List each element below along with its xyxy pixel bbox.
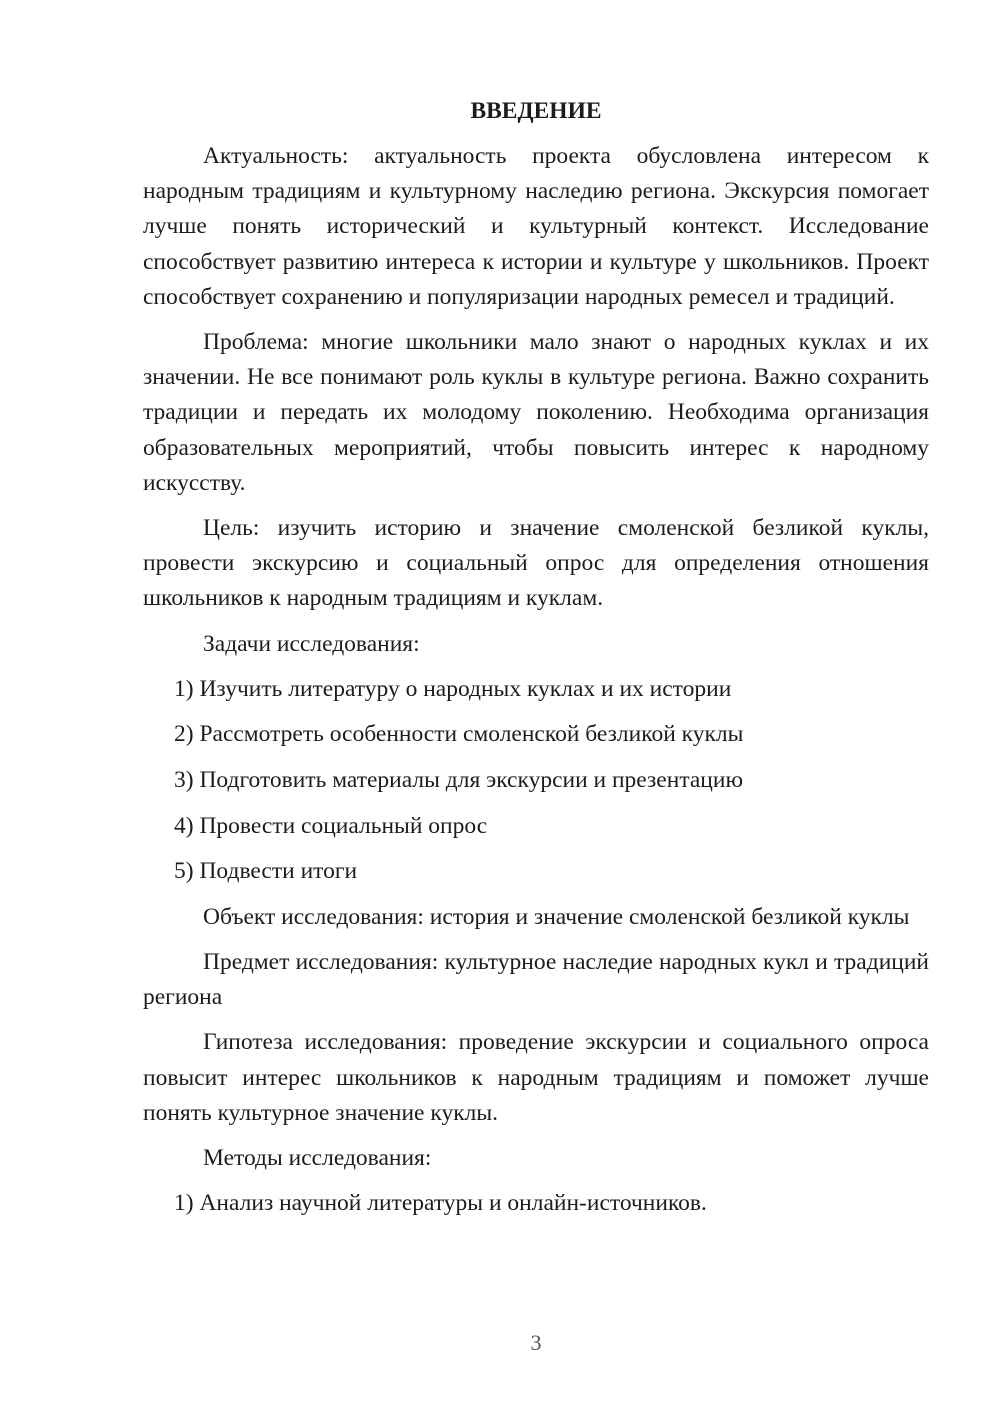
methods-heading: Методы исследования: xyxy=(203,1145,432,1172)
list-item: 2) Рассмотреть особенности смоленской безликой куклы xyxy=(174,721,744,748)
subject-paragraph: Предмет исследования: культурное наследие народных кукл и традиций региона xyxy=(143,949,929,1011)
page-content xyxy=(143,94,929,1232)
page-title: ВВЕДЕНИЕ xyxy=(470,98,602,124)
page-number: 3 xyxy=(530,1330,542,1355)
list-item: 1) Изучить литературу о народных куклах и их истории xyxy=(174,675,732,702)
hypothesis-paragraph: Гипотеза исследования: проведение экскурсии и социального опроса повысит интерес школьников к народным традициям и поможет лучше понять культурное значение куклы. xyxy=(143,1029,929,1126)
goal-paragraph: Цель: изучить историю и значение смоленской безликой куклы, провести экскурсию и социальный опрос для определения отношения школьников к народным традициям и куклам. xyxy=(143,515,929,612)
list-item: 5) Подвести итоги xyxy=(174,858,358,885)
object-paragraph: Объект исследования: история и значение смоленской безликой куклы xyxy=(203,903,910,930)
list-item: 4) Провести социальный опрос xyxy=(174,812,488,839)
methods-list xyxy=(143,1186,929,1221)
list-item: 3) Подготовить материалы для экскурсии и презентацию xyxy=(174,767,744,794)
tasks-heading: Задачи исследования: xyxy=(203,630,420,657)
relevance-paragraph: Актуальность: актуальность проекта обусловлена интересом к народным традициям и культурному наследию региона. Экскурсия помогает лучше понять исторический и культурный контекст. Исследование способствует развитию интереса к истории и культуре у школьников. Проект способствует сохранению и популяризации народных ремесел и традиций. xyxy=(143,143,929,310)
problem-paragraph: Проблема: многие школьники мало знают о народных куклах и их значении. Не все понимают роль куклы в культуре региона. Важно сохранить традиции и передать их молодому поколению. Необходима организация образовательных мероприятий, чтобы повысить интерес к народному искусству. xyxy=(143,329,929,496)
tasks-list xyxy=(143,672,929,890)
list-item: 1) Анализ научной литературы и онлайн-источников. xyxy=(174,1190,707,1217)
